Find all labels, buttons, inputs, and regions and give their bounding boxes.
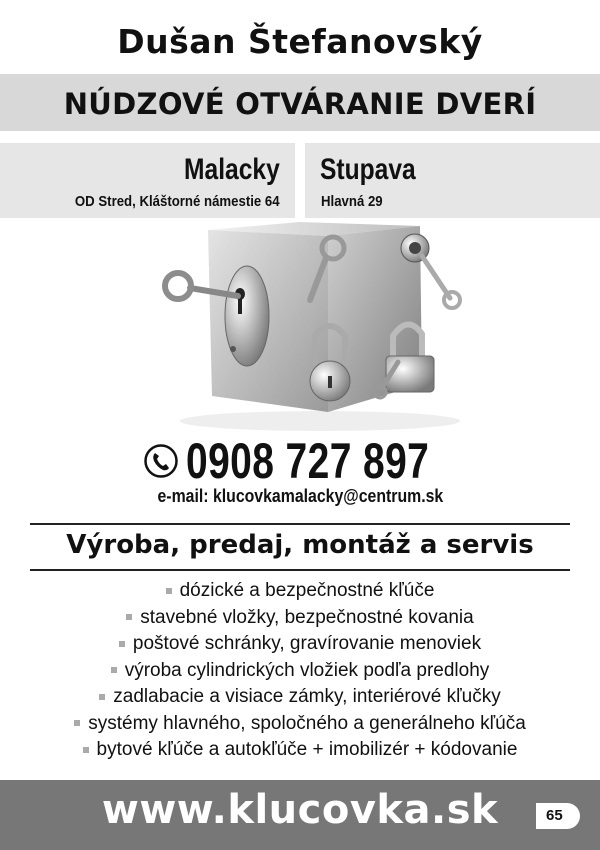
services-list xyxy=(0,578,600,764)
location-address: Hlavná 29 xyxy=(321,193,383,210)
service-banner-text: NÚDZOVÉ OTVÁRANIE DVERÍ xyxy=(63,87,537,121)
list-item-text: zadlabacie a visiace zámky, interiérové kľučky xyxy=(113,686,501,707)
services-title: Výroba, predaj, montáž a servis xyxy=(66,530,534,560)
list-item xyxy=(0,631,600,658)
website-link[interactable]: www.klucovka.sk xyxy=(101,787,499,833)
bullet-icon xyxy=(99,694,105,700)
location-city: Malacky xyxy=(184,153,280,186)
email-address[interactable] xyxy=(0,486,600,507)
bullet-icon xyxy=(126,614,132,620)
list-item-text: bytové kľúče a autokľúče + imobilizér + kódovanie xyxy=(96,739,518,760)
page-number-tab xyxy=(536,803,586,831)
list-item xyxy=(0,711,600,738)
list-item-text: stavebné vložky, bezpečnostné kovania xyxy=(140,606,474,628)
divider-bottom xyxy=(30,569,570,571)
list-item xyxy=(0,658,600,685)
page-number: 65 xyxy=(546,807,563,824)
email-text[interactable]: e-mail: klucovkamalacky@centrum.sk xyxy=(157,486,443,506)
bullet-icon xyxy=(119,641,125,647)
phone-icon xyxy=(144,444,178,478)
phone-block xyxy=(130,432,470,488)
bullet-icon xyxy=(74,720,80,726)
bullet-icon xyxy=(111,667,117,673)
list-item-text: systémy hlavného, spoločného a generálneho kľúča xyxy=(88,712,526,734)
list-item xyxy=(0,605,600,632)
location-address: OD Stred, Kláštorné námestie 64 xyxy=(75,193,280,210)
divider-top xyxy=(30,523,570,525)
bullet-icon xyxy=(83,747,89,753)
phone-number[interactable]: 0908 727 897 xyxy=(186,433,430,489)
list-item xyxy=(0,578,600,605)
list-item-text: poštové schránky, gravírovanie menoviek xyxy=(132,633,482,654)
list-item xyxy=(0,684,600,711)
location-city: Stupava xyxy=(320,153,416,186)
business-owner-name: Dušan Štefanovský xyxy=(117,22,483,61)
list-item-text: výroba cylindrických vložiek podľa predlohy xyxy=(124,659,490,681)
list-item-text: dózické a bezpečnostné kľúče xyxy=(179,580,435,601)
bullet-icon xyxy=(166,588,172,594)
locks-cube-illustration xyxy=(150,216,480,432)
list-item xyxy=(0,737,600,764)
